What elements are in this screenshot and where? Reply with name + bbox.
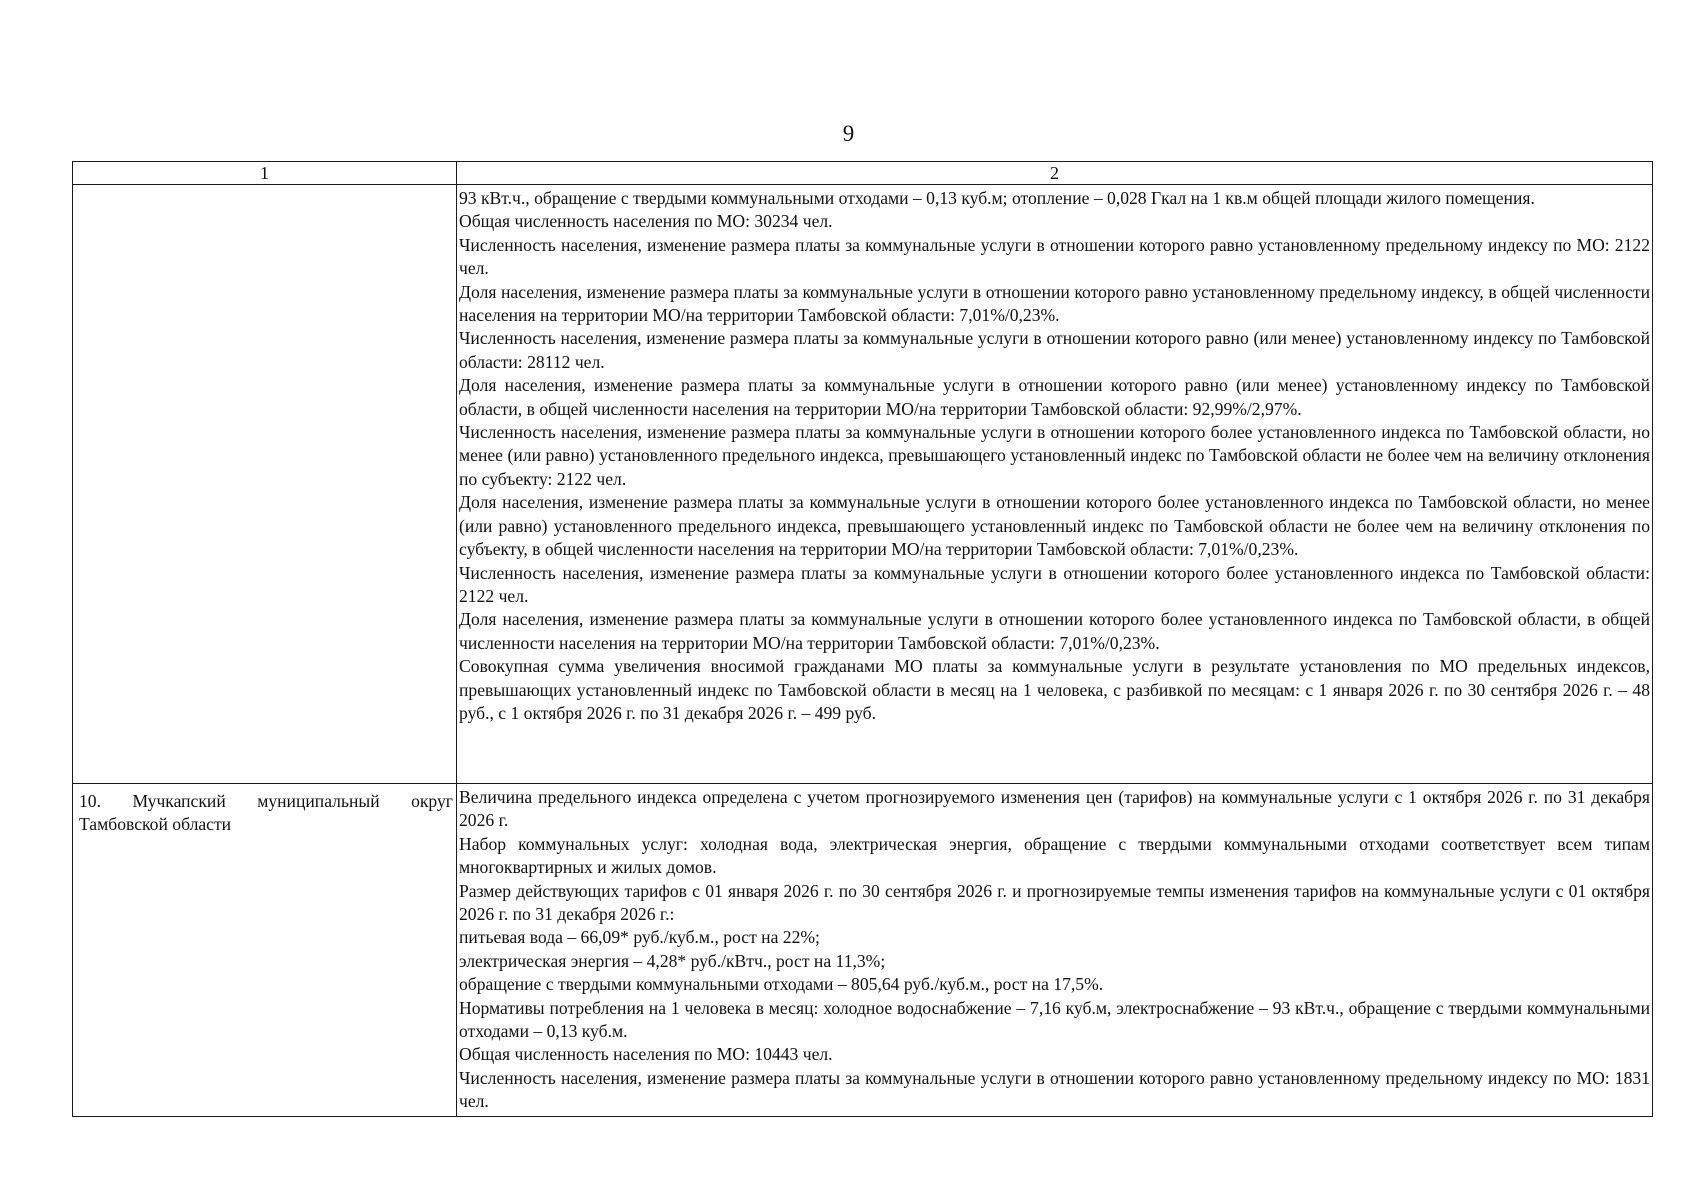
table-row <box>73 185 1653 784</box>
paragraph: обращение с твердыми коммунальными отходами – 805,64 руб./куб.м., рост на 17,5%. <box>459 974 1104 995</box>
paragraph: Доля населения, изменение размера платы за коммунальные услуги в отношении которого равно (или менее) установленному индексу по Тамбовской области, в общей численности населения на территории МО/на территории Тамбовской области: 92,99%/2,97%. <box>459 375 1650 419</box>
municipality-cell <box>73 185 457 784</box>
paragraph: Величина предельного индекса определена с учетом прогнозируемого изменения цен (тарифов) на коммунальные услуги с 1 октября 2026 г. по 31 декабря 2026 г. <box>459 787 1650 831</box>
paragraph: Доля населения, изменение размера платы за коммунальные услуги в отношении которого более установленного индекса по Тамбовской области, в общей численности населения на территории МО/на территории Тамбовской области: 7,01%/0,23%. <box>459 609 1650 653</box>
paragraph: Размер действующих тарифов с 01 января 2026 г. по 30 сентября 2026 г. и прогнозируемые темпы изменения тарифов на коммунальные услуги с 01 октября 2026 г. по 31 декабря 2026 г.: <box>459 880 1650 925</box>
paragraph: Численность населения, изменение размера платы за коммунальные услуги в отношении которого равно (или менее) установленному индексу по Тамбовской области: 28112 чел. <box>459 328 1650 372</box>
paragraph: Доля населения, изменение размера платы за коммунальные услуги в отношении которого более установленного индекса по Тамбовской области, но менее (или равно) установленного предельного индекса, превышающего установленный индекс по Тамбовской области не более чем на величину отклонения по субъекту, в общей численности населения на территории МО/на территории Тамбовской области: 7,01%/0,23%. <box>459 492 1650 560</box>
column-header-2: 2 <box>457 162 1653 185</box>
paragraph: Численность населения, изменение размера платы за коммунальные услуги в отношении которого равно установленному предельному индексу по МО: 2122 чел. <box>459 234 1650 279</box>
column-header-1: 1 <box>73 162 457 185</box>
paragraph: Нормативы потребления на 1 человека в месяц: холодное водоснабжение – 7,16 куб.м, электроснабжение – 93 кВт.ч., обращение с твердыми коммунальными отходами – 0,13 куб.м. <box>459 997 1650 1042</box>
paragraph: Общая численность населения по МО: 10443 чел. <box>459 1044 833 1065</box>
details-cell <box>457 784 1653 1117</box>
paragraph: Совокупная сумма увеличения вносимой гражданами МО платы за коммунальные услуги в результате установления по МО предельных индексов, превышающих установленный индекс по Тамбовской области в месяц на 1 человека, с разбивкой по месяцам: с 1 января 2026 г. по 30 сентября 2026 г. – 48 руб., с 1 октября 2026 г. по 31 декабря 2026 г. – 499 руб. <box>459 656 1650 723</box>
details-cell <box>457 185 1653 784</box>
paragraph: Численность населения, изменение размера платы за коммунальные услуги в отношении которого равно установленному предельному индексу по МО: 1831 чел. <box>459 1067 1650 1112</box>
municipality-cell: 10. Мучкапский муниципальный округ Тамбовской области <box>73 784 457 1117</box>
paragraph: Численность населения, изменение размера платы за коммунальные услуги в отношении которого более установленного индекса по Тамбовской области: 2122 чел. <box>459 562 1650 606</box>
paragraph: 93 кВт.ч., обращение с твердыми коммунальными отходами – 0,13 куб.м; отопление – 0,028 Гкал на 1 кв.м общей площади жилого помещения. <box>459 188 1535 208</box>
table-header-row <box>73 162 1653 185</box>
document-table <box>72 161 1653 1117</box>
page-number: 9 <box>842 121 855 146</box>
paragraph: электрическая энергия – 4,28* руб./кВтч., рост на 11,3%; <box>459 950 886 971</box>
paragraph: Доля населения, изменение размера платы за коммунальные услуги в отношении которого равно установленному предельному индексу, в общей численности населения на территории МО/на территории Тамбовской области: 7,01%/0,23%. <box>459 281 1650 326</box>
paragraph: Численность населения, изменение размера платы за коммунальные услуги в отношении которого более установленного индекса по Тамбовской области, но менее (или равно) установленного предельного индекса, превышающего установленный индекс по Тамбовской области не более чем на величину отклонения по субъекту: 2122 чел. <box>459 422 1650 489</box>
paragraph: Общая численность населения по МО: 30234 чел. <box>459 211 833 232</box>
paragraph: питьевая вода – 66,09* руб./куб.м., рост на 22%; <box>459 927 820 948</box>
paragraph: Набор коммунальных услуг: холодная вода, электрическая энергия, обращение с твердыми коммунальными отходами соответствует всем типам многоквартирных и жилых домов. <box>459 833 1650 878</box>
table-row <box>73 784 1653 1117</box>
